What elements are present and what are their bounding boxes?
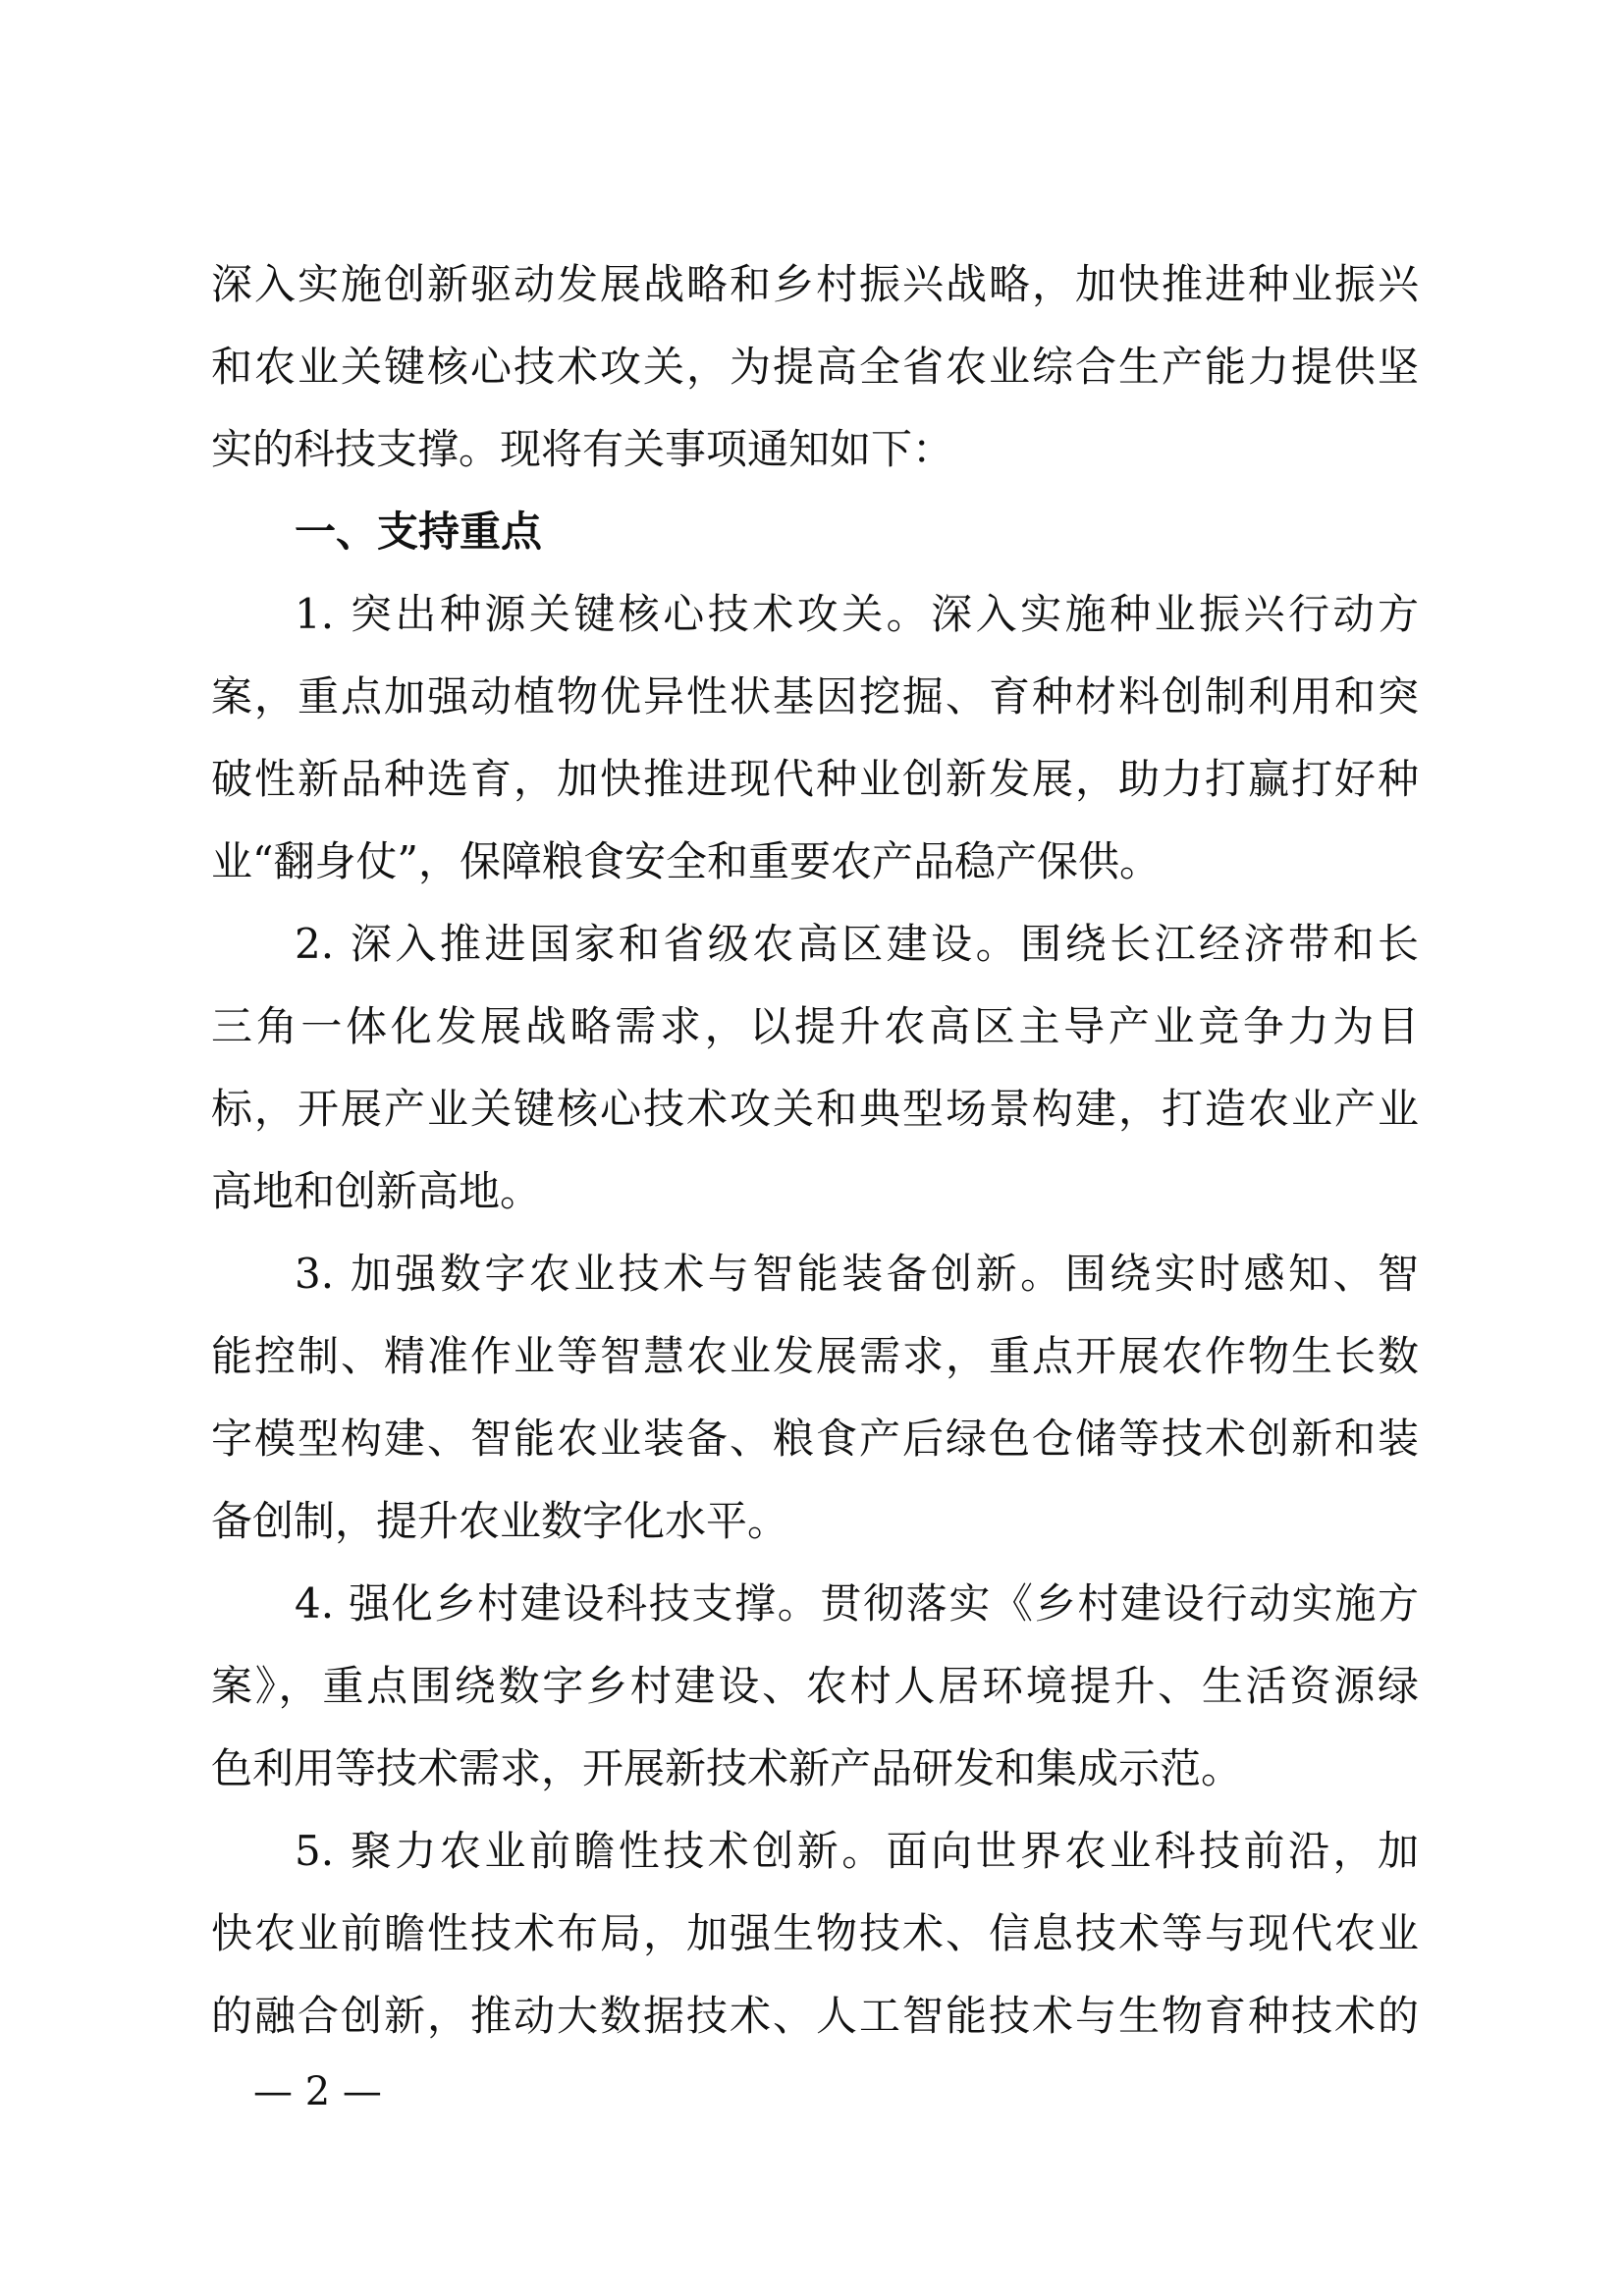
body-line: 三角一体化发展战略需求，以提升农高区主导产业竞争力为目	[211, 1002, 1419, 1050]
body-line: 高地和创新高地。	[211, 1167, 542, 1215]
body-line: 能控制、精准作业等智慧农业发展需求，重点开展农作物生长数	[211, 1332, 1419, 1380]
body-line: 标，开展产业关键核心技术攻关和典型场景构建，打造农业产业	[211, 1085, 1419, 1133]
paragraph-first-line: 5. 聚力农业前瞻性技术创新。面向世界农业科技前沿，加	[295, 1827, 1419, 1875]
body-line: 和农业关键核心技术攻关，为提高全省农业综合生产能力提供坚	[211, 343, 1419, 391]
paragraph-first-line: 2. 深入推进国家和省级农高区建设。围绕长江经济带和长	[295, 920, 1419, 968]
body-line: 业“翻身仗”，保障粮食安全和重要农产品稳产保供。	[211, 837, 1161, 885]
body-line: 快农业前瞻性技术布局，加强生物技术、信息技术等与现代农业	[211, 1909, 1419, 1957]
body-line: 案》，重点围绕数字乡村建设、农村人居环境提升、生活资源绿	[211, 1662, 1419, 1710]
paragraph-first-line: 1. 突出种源关键核心技术攻关。深入实施种业振兴行动方	[295, 590, 1419, 638]
paragraph-first-line: 4. 强化乡村建设科技支撑。贯彻落实《乡村建设行动实施方	[295, 1579, 1419, 1628]
page-number: — 2 —	[253, 2069, 382, 2114]
section-heading: 一、支持重点	[295, 507, 543, 556]
body-line: 案，重点加强动植物优异性状基因挖掘、育种材料创制利用和突	[211, 672, 1419, 721]
body-line: 破性新品种选育，加快推进现代种业创新发展，助力打赢打好种	[211, 755, 1419, 803]
body-line: 深入实施创新驱动发展战略和乡村振兴战略，加快推进种业振兴	[211, 260, 1419, 308]
paragraph-first-line: 3. 加强数字农业技术与智能装备创新。围绕实时感知、智	[295, 1250, 1419, 1298]
body-line: 字模型构建、智能农业装备、粮食产后绿色仓储等技术创新和装	[211, 1415, 1419, 1463]
body-line: 的融合创新，推动大数据技术、人工智能技术与生物育种技术的	[211, 1992, 1419, 2040]
body-line: 色利用等技术需求，开展新技术新产品研发和集成示范。	[211, 1744, 1243, 1792]
body-line: 实的科技支撑。现将有关事项通知如下：	[211, 425, 954, 473]
body-line: 备创制，提升农业数字化水平。	[211, 1497, 789, 1545]
